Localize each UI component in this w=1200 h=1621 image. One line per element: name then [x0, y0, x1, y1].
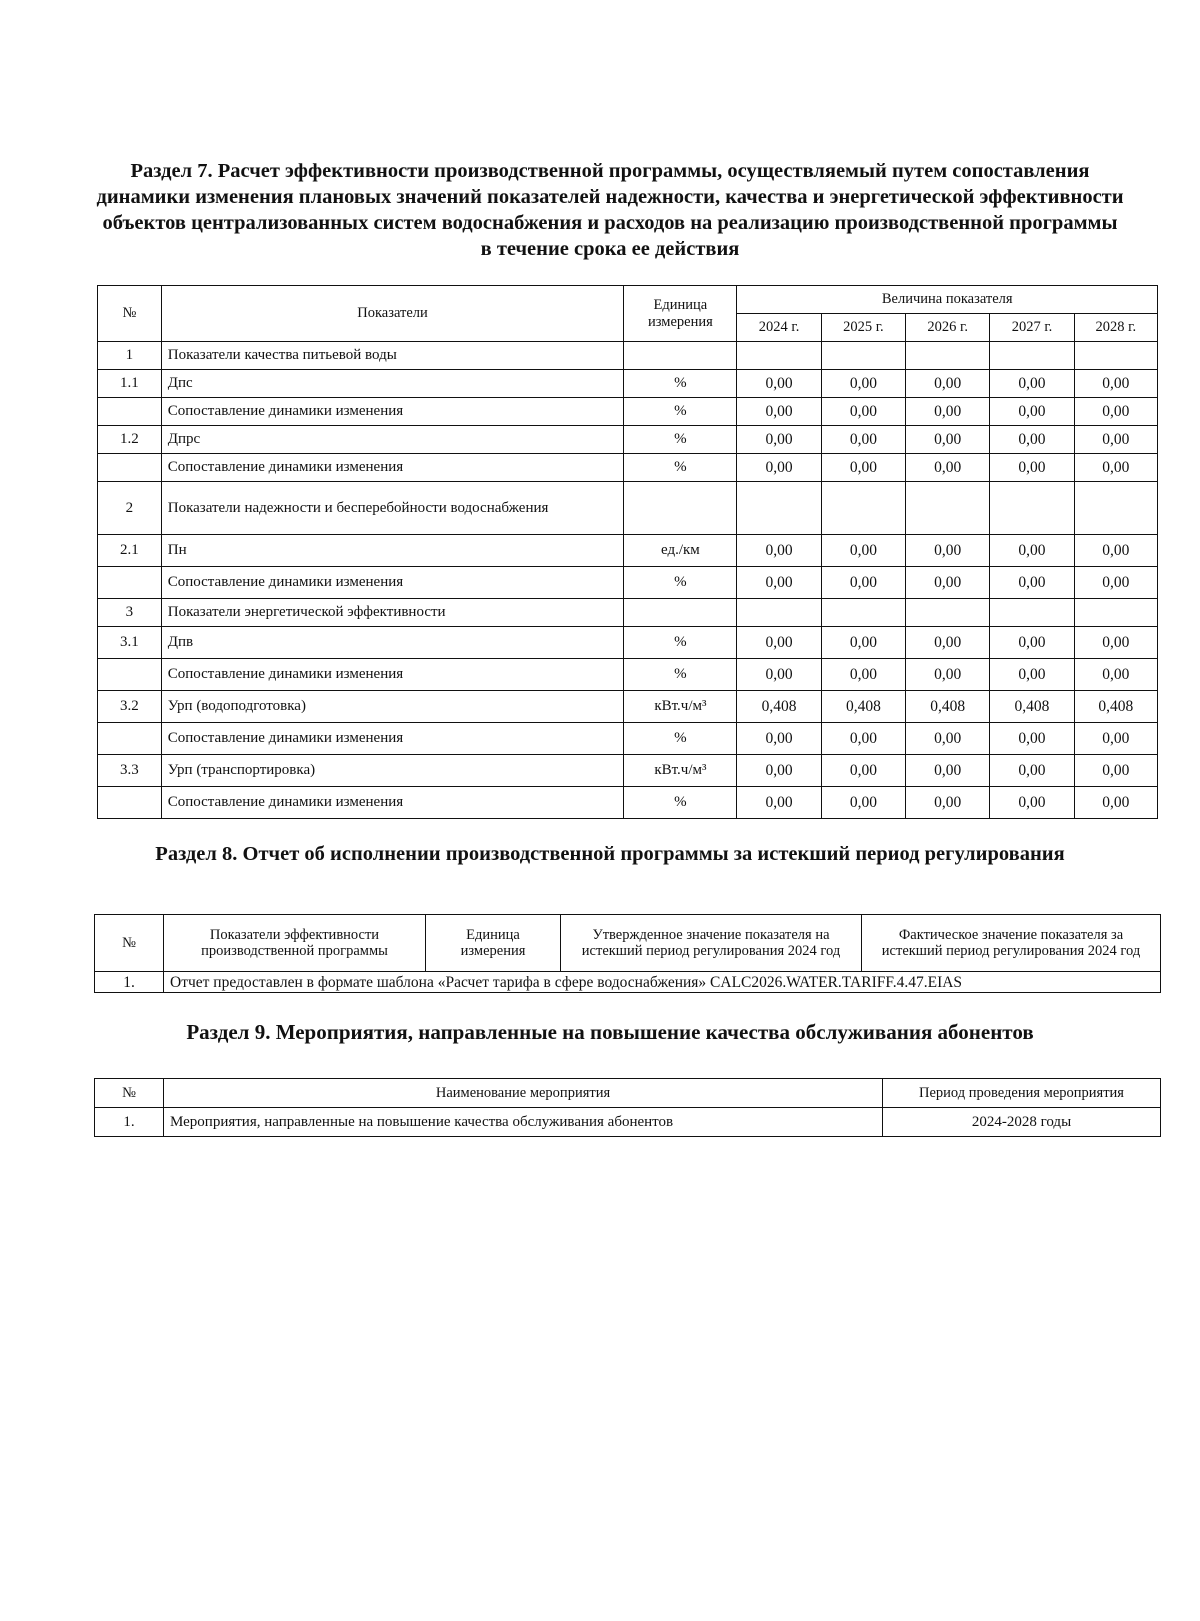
row-value [906, 599, 990, 627]
row-value: 0,00 [906, 787, 990, 819]
table-row [98, 426, 1158, 454]
row-value: 0,00 [990, 426, 1074, 454]
row-value: 0,00 [737, 659, 821, 691]
row-value: 0,00 [821, 787, 905, 819]
row-indicator-name: Урп (транспортировка) [161, 755, 624, 787]
row-value [737, 599, 821, 627]
row-value [1074, 342, 1157, 370]
table-row [98, 755, 1158, 787]
row-value: 0,00 [1074, 426, 1157, 454]
row-unit: % [624, 723, 737, 755]
row-num [98, 398, 162, 426]
row-indicator-name: Сопоставление динамики изменения [161, 454, 624, 482]
row-value: 0,00 [737, 787, 821, 819]
row-value: 0,00 [737, 723, 821, 755]
row-num [98, 659, 162, 691]
table-row [98, 482, 1158, 535]
row-num [98, 723, 162, 755]
row-num: 3 [98, 599, 162, 627]
row-value: 0,00 [821, 755, 905, 787]
header-num: № [95, 915, 164, 972]
row-value: 0,00 [1074, 755, 1157, 787]
row-unit: % [624, 787, 737, 819]
header-year: 2025 г. [821, 314, 905, 342]
row-indicator-name: Показатели энергетической эффективности [161, 599, 624, 627]
row-value: 0,00 [906, 398, 990, 426]
row-num [98, 567, 162, 599]
row-indicator-name: Сопоставление динамики изменения [161, 659, 624, 691]
row-unit [624, 482, 737, 535]
row-value: 0,00 [1074, 723, 1157, 755]
row-value: 0,00 [1074, 659, 1157, 691]
row-value: 0,00 [906, 755, 990, 787]
row-value: 0,00 [821, 723, 905, 755]
row-value: 0,00 [737, 627, 821, 659]
row-value: 0,00 [990, 370, 1074, 398]
row-value: 0,00 [821, 426, 905, 454]
row-unit: кВт.ч/м³ [624, 691, 737, 723]
row-num: 2.1 [98, 535, 162, 567]
row-value [737, 342, 821, 370]
row-num: 3.2 [98, 691, 162, 723]
row-indicator-name: Показатели качества питьевой воды [161, 342, 624, 370]
row-unit: ед./км [624, 535, 737, 567]
row-value: 0,00 [906, 535, 990, 567]
row-value [990, 482, 1074, 535]
section-7-table [97, 285, 1158, 819]
report-note: Отчет предоставлен в формате шаблона «Расчет тарифа в сфере водоснабжения» CALC2026.WATER.TARIFF.4.47.EIAS [164, 972, 1161, 993]
row-value: 0,00 [821, 659, 905, 691]
row-num: 3.1 [98, 627, 162, 659]
row-value [990, 599, 1074, 627]
row-indicator-name: Сопоставление динамики изменения [161, 398, 624, 426]
row-indicator-name: Показатели надежности и бесперебойности водоснабжения [161, 482, 624, 535]
row-unit: % [624, 627, 737, 659]
row-num: 2 [98, 482, 162, 535]
row-num [98, 454, 162, 482]
row-value: 0,00 [737, 426, 821, 454]
header-num: № [98, 286, 162, 342]
row-value: 0,00 [990, 535, 1074, 567]
table-row [95, 972, 1161, 993]
row-value: 0,408 [990, 691, 1074, 723]
row-value: 0,00 [737, 454, 821, 482]
table-row [98, 454, 1158, 482]
row-value: 0,00 [1074, 454, 1157, 482]
row-value: 0,00 [1074, 567, 1157, 599]
row-value [1074, 599, 1157, 627]
row-num [98, 787, 162, 819]
row-value [906, 342, 990, 370]
row-value: 0,00 [1074, 398, 1157, 426]
row-value [821, 342, 905, 370]
header-year: 2028 г. [1074, 314, 1157, 342]
row-num: 1. [95, 972, 164, 993]
event-period: 2024-2028 годы [883, 1108, 1161, 1137]
row-value: 0,00 [906, 454, 990, 482]
row-value: 0,00 [821, 454, 905, 482]
row-value: 0,00 [1074, 370, 1157, 398]
row-unit [624, 342, 737, 370]
section-9-table [94, 1078, 1161, 1137]
row-value [1074, 482, 1157, 535]
row-value [821, 482, 905, 535]
row-unit: кВт.ч/м³ [624, 755, 737, 787]
row-unit: % [624, 659, 737, 691]
section-8-title: Раздел 8. Отчет об исполнении производственной программы за истекший период регулирования [155, 843, 1065, 865]
row-value: 0,00 [1074, 535, 1157, 567]
row-value: 0,00 [906, 426, 990, 454]
table-row [98, 691, 1158, 723]
row-num: 1.2 [98, 426, 162, 454]
row-indicator-name: Сопоставление динамики изменения [161, 567, 624, 599]
row-indicator-name: Пн [161, 535, 624, 567]
section-9-title: Раздел 9. Мероприятия, направленные на повышение качества обслуживания абонентов [186, 1020, 1034, 1044]
row-value: 0,00 [906, 723, 990, 755]
row-value: 0,00 [990, 454, 1074, 482]
row-value: 0,408 [821, 691, 905, 723]
row-value: 0,00 [906, 567, 990, 599]
header-year: 2027 г. [990, 314, 1074, 342]
row-unit: % [624, 454, 737, 482]
table-row [98, 567, 1158, 599]
row-value: 0,408 [737, 691, 821, 723]
section-7-title: Раздел 7. Расчет эффективности производственной программы, осуществляемый путем сопоставления динамики изменения плановых значений показателей надежности, качества и энергетической эффективности объектов централизованных систем водоснабжения и расходов на реализацию производственной программы в течение срока ее действия [96, 160, 1124, 260]
header-year: 2024 г. [737, 314, 821, 342]
row-value: 0,00 [821, 627, 905, 659]
header-unit: Единица измерения [426, 915, 561, 972]
row-indicator-name: Дпв [161, 627, 624, 659]
row-indicator-name: Сопоставление динамики изменения [161, 723, 624, 755]
table-row [98, 723, 1158, 755]
row-unit: % [624, 398, 737, 426]
header-indicator: Показатели [161, 286, 624, 342]
row-value: 0,00 [821, 398, 905, 426]
row-value: 0,00 [737, 398, 821, 426]
row-value: 0,00 [737, 567, 821, 599]
header-event-name: Наименование мероприятия [164, 1079, 883, 1108]
table-row [98, 627, 1158, 659]
header-unit: Единица измерения [624, 286, 737, 342]
row-value: 0,00 [906, 370, 990, 398]
row-indicator-name: Урп (водоподготовка) [161, 691, 624, 723]
table-row [95, 1108, 1161, 1137]
row-value: 0,408 [1074, 691, 1157, 723]
row-value: 0,408 [906, 691, 990, 723]
row-unit [624, 599, 737, 627]
row-value: 0,00 [737, 755, 821, 787]
row-num: 3.3 [98, 755, 162, 787]
section-8-table [94, 914, 1161, 993]
row-value [990, 342, 1074, 370]
row-value: 0,00 [990, 659, 1074, 691]
row-value: 0,00 [821, 535, 905, 567]
row-num: 1. [95, 1108, 164, 1137]
row-value: 0,00 [990, 567, 1074, 599]
row-value: 0,00 [990, 398, 1074, 426]
row-indicator-name: Дпс [161, 370, 624, 398]
row-value [906, 482, 990, 535]
table-row [98, 370, 1158, 398]
row-value: 0,00 [990, 723, 1074, 755]
row-value: 0,00 [737, 535, 821, 567]
table-row [98, 398, 1158, 426]
table-row [98, 599, 1158, 627]
row-unit: % [624, 370, 737, 398]
row-value: 0,00 [906, 659, 990, 691]
header-num: № [95, 1079, 164, 1108]
header-year: 2026 г. [906, 314, 990, 342]
row-indicator-name: Сопоставление динамики изменения [161, 787, 624, 819]
row-value: 0,00 [737, 370, 821, 398]
table-row [98, 787, 1158, 819]
row-value: 0,00 [821, 567, 905, 599]
row-value: 0,00 [990, 755, 1074, 787]
row-value [737, 482, 821, 535]
row-unit: % [624, 426, 737, 454]
header-indicator: Показатели эффективности производственной программы [164, 915, 426, 972]
row-value: 0,00 [1074, 627, 1157, 659]
row-value [821, 599, 905, 627]
table-row [98, 659, 1158, 691]
header-approved-value: Утвержденное значение показателя на истекший период регулирования 2024 год [561, 915, 862, 972]
row-value: 0,00 [906, 627, 990, 659]
header-actual-value: Фактическое значение показателя за истекший период регулирования 2024 год [862, 915, 1161, 972]
event-name: Мероприятия, направленные на повышение качества обслуживания абонентов [164, 1108, 883, 1137]
table-row [98, 535, 1158, 567]
header-event-period: Период проведения мероприятия [883, 1079, 1161, 1108]
row-value: 0,00 [1074, 787, 1157, 819]
row-unit: % [624, 567, 737, 599]
table-row [98, 342, 1158, 370]
header-value-group: Величина показателя [737, 286, 1158, 314]
row-value: 0,00 [990, 787, 1074, 819]
row-value: 0,00 [821, 370, 905, 398]
row-num: 1 [98, 342, 162, 370]
row-indicator-name: Дпрс [161, 426, 624, 454]
row-value: 0,00 [990, 627, 1074, 659]
row-num: 1.1 [98, 370, 162, 398]
